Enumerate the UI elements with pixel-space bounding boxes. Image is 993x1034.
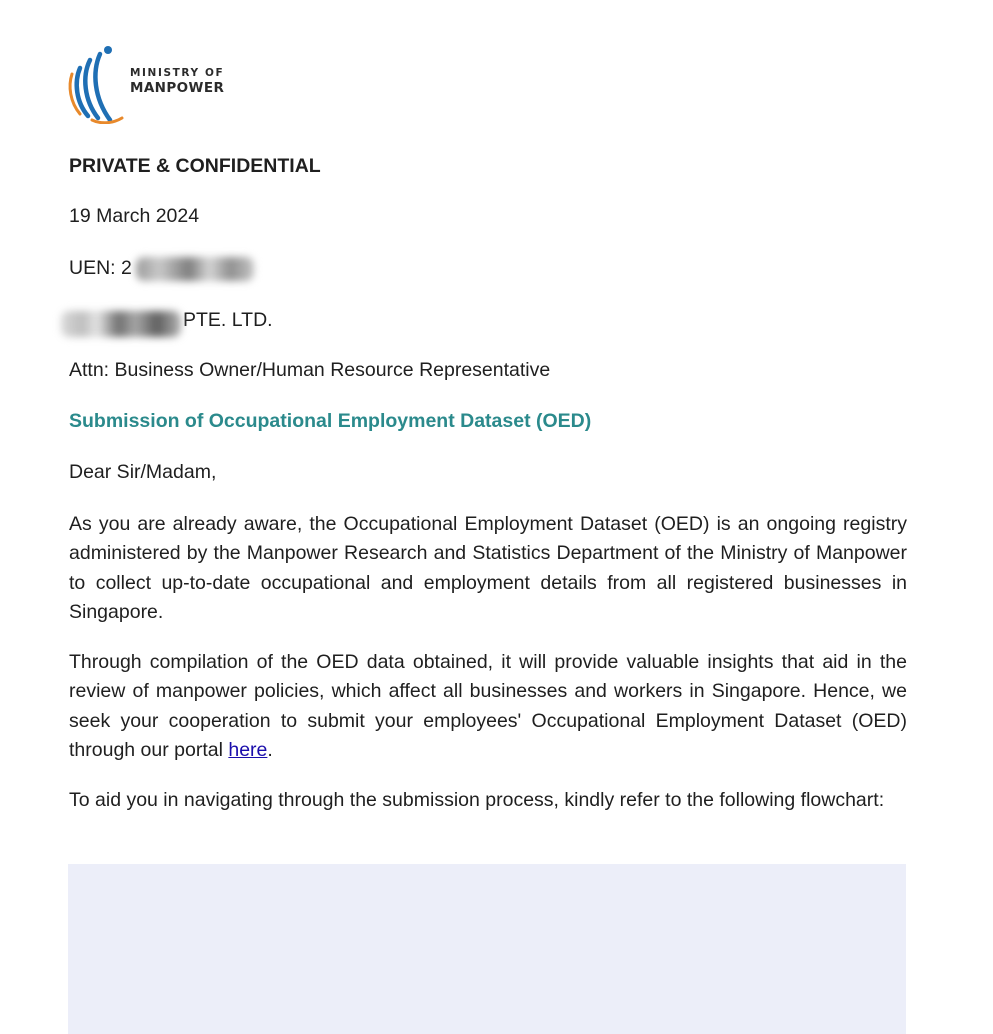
- flowchart-area: [68, 864, 906, 1034]
- greeting: Dear Sir/Madam,: [69, 461, 217, 483]
- uen-label: UEN: 2: [69, 257, 132, 279]
- paragraph-intro: As you are already aware, the Occupational Employment Dataset (OED) is an ongoing registry administered by the Manpower Research and Statistics Department of the Ministry of Manpower to collect up-to-date occupational and employment details from all registered businesses in Singapore.: [69, 513, 907, 623]
- paragraph-flowchart-intro: To aid you in navigating through the submission process, kindly refer to the following flowchart:: [69, 789, 885, 811]
- company-name: [69, 309, 273, 331]
- paragraph-cooperation-text: Through compilation of the OED data obtained, it will provide valuable insights that aid in the review of manpower policies, which affect all businesses and workers in Singapore. Hence, we seek your cooperation to submit your employees' Occupational Employment Dataset (OED) through our portal: [69, 651, 907, 761]
- redacted-company-name: [61, 311, 181, 337]
- company-suffix: PTE. LTD.: [183, 309, 273, 331]
- confidential-heading: PRIVATE & CONFIDENTIAL: [69, 155, 321, 177]
- logo-line-2: MANPOWER: [130, 80, 225, 96]
- redacted-uen: [136, 257, 254, 281]
- attention-line: Attn: Business Owner/Human Resource Representative: [69, 359, 551, 381]
- paragraph-cooperation-end: .: [267, 738, 273, 761]
- logo-line-1: MINISTRY OF: [130, 67, 225, 79]
- letter-subject: Submission of Occupational Employment Dataset (OED): [69, 410, 592, 432]
- company-line: [69, 306, 273, 335]
- letter-date: 19 March 2024: [69, 205, 200, 227]
- portal-link[interactable]: here: [228, 738, 268, 761]
- paragraph-cooperation: [69, 648, 907, 765]
- manpower-logo-icon: [66, 44, 128, 124]
- logo-text: [130, 66, 224, 96]
- uen-line: [69, 254, 254, 283]
- ministry-of-manpower-logo: [66, 44, 236, 124]
